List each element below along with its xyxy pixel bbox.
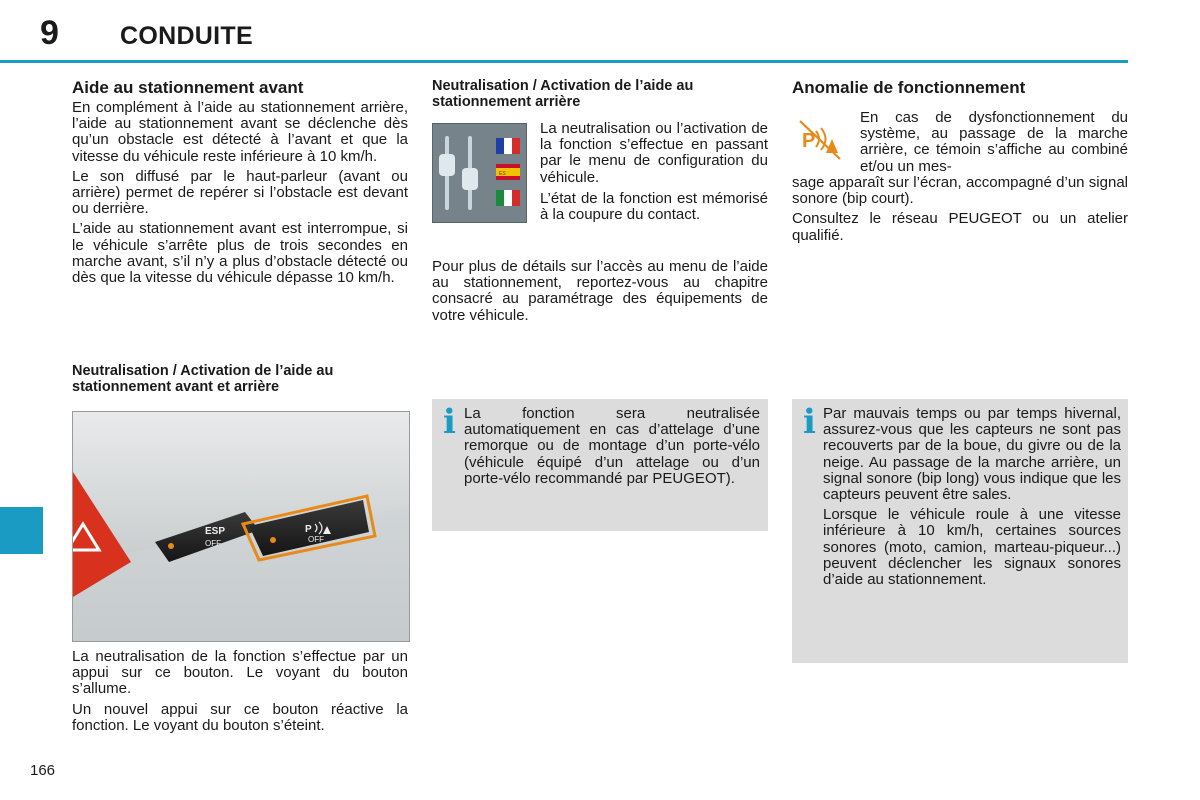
chapter-side-tab bbox=[0, 507, 43, 554]
info-icon: i bbox=[443, 402, 456, 442]
paragraph: En cas de dysfonctionnement du système, au passage de la marche arrière, ce témoin s’affiche au combiné et/ou un mes- bbox=[860, 109, 1128, 175]
front-assist-section bbox=[72, 78, 408, 286]
paragraph: La neutralisation de la fonction s’effectue par un appui sur ce bouton. Le voyant du bouton s’allume. bbox=[72, 648, 408, 698]
paragraph: L’aide au stationnement avant est interrompue, si le véhicule s’arrête plus de trois secondes en marche avant, s’il n’y a plus d’obstacle détecté ou dès que la vitesse du véhicule dépasse 10 km/h. bbox=[72, 220, 408, 287]
paragraph: sage apparaît sur l’écran, accompagné d’un signal sonore (bip court). bbox=[792, 174, 1128, 208]
slider-knob bbox=[439, 154, 455, 176]
flag-fr-icon bbox=[496, 138, 520, 154]
paragraph: L’état de la fonction est mémorisé à la coupure du contact. bbox=[540, 189, 768, 224]
paragraph: Le son diffusé par le haut-parleur (avant ou arrière) permet de repérer si l’obstacle est devant ou derrière. bbox=[72, 167, 408, 218]
info-text bbox=[823, 406, 1121, 588]
neutralisation-front-rear-text bbox=[72, 649, 408, 734]
park-off-label: OFF bbox=[308, 535, 324, 544]
paragraph: Un nouvel appui sur ce bouton réactive la fonction. Le voyant du bouton s’éteint. bbox=[72, 700, 408, 734]
header-rule bbox=[0, 60, 1128, 63]
neutralisation-front-rear-title-block bbox=[72, 363, 408, 395]
paragraph: Lorsque le véhicule roule à une vitesse inférieure à 10 km/h, certaines sources sonores (moto, camion, marteau-piqueur...) peuvent déclencher les signaux sonores d’aide au stationnement. bbox=[823, 506, 1121, 589]
section-title: Anomalie de fonctionnement bbox=[792, 78, 1026, 97]
svg-text:P: P bbox=[305, 524, 312, 535]
dashboard-buttons-illustration bbox=[73, 412, 409, 641]
paragraph: Consultez le réseau PEUGEOT ou un atelier qualifié. bbox=[792, 210, 1128, 244]
section-title: Aide au stationnement avant bbox=[72, 78, 304, 97]
section-subtitle: Neutralisation / Activation de l’aide au stationnement avant et arrière bbox=[72, 363, 334, 395]
esp-off-label: OFF bbox=[205, 539, 221, 548]
info-icon: i bbox=[803, 402, 816, 442]
info-box-weather bbox=[792, 399, 1128, 663]
config-menu-thumbnail bbox=[432, 123, 527, 223]
neutralisation-rear-title-block bbox=[432, 78, 768, 110]
svg-text:ES: ES bbox=[499, 171, 506, 177]
neutralisation-rear-text-top bbox=[540, 121, 768, 223]
section-subtitle: Neutralisation / Activation de l’aide au stationnement arrière bbox=[432, 78, 694, 110]
neutralisation-rear-text-bottom bbox=[432, 259, 768, 324]
svg-text:P: P bbox=[802, 130, 816, 152]
paragraph: Pour plus de détails sur l’accès au menu de l’aide au stationnement, reportez-vous au chapitre consacré au paramétrage des équipements de votre véhicule. bbox=[432, 258, 768, 324]
flag-es-icon bbox=[496, 164, 520, 180]
park-assist-warning-icon bbox=[796, 115, 844, 163]
dashboard-buttons-photo bbox=[72, 411, 410, 642]
malfunction-text-top bbox=[860, 110, 1128, 175]
paragraph: La neutralisation ou l’activation de la fonction s’effectue en passant par le menu de configuration du véhicule. bbox=[540, 120, 768, 186]
malfunction-section bbox=[792, 78, 1128, 97]
paragraph: En complément à l’aide au stationnement arrière, l’aide au stationnement avant se déclenche dès qu’un obstacle est détecté à l’avant et que la vitesse du véhicule reste inférieure à 10 km/h. bbox=[72, 99, 408, 165]
malfunction-text-bottom bbox=[792, 175, 1128, 244]
page-number: 166 bbox=[30, 762, 56, 779]
chapter-title: CONDUITE bbox=[120, 22, 253, 50]
esp-label: ESP bbox=[205, 526, 226, 537]
chapter-number: 9 bbox=[40, 14, 59, 52]
slider-knob bbox=[462, 168, 478, 190]
config-menu-illustration bbox=[433, 124, 526, 222]
paragraph: Par mauvais temps ou par temps hivernal, assurez-vous que les capteurs ne sont pas recouverts par de la boue, du givre ou de la neige. Au passage de la marche arrière, un signal sonore (bip long) vous indique que les capteurs peuvent être sales. bbox=[823, 405, 1121, 504]
info-text: La fonction sera neutralisée automatiquement en cas d’attelage d’une remorque ou de montage d’un porte-vélo (véhicule équipé d’un attelage ou d’un porte-vélo recommandé par PEUGEOT). bbox=[464, 405, 760, 487]
flag-it-icon bbox=[496, 190, 520, 206]
info-box-towing bbox=[432, 399, 768, 531]
